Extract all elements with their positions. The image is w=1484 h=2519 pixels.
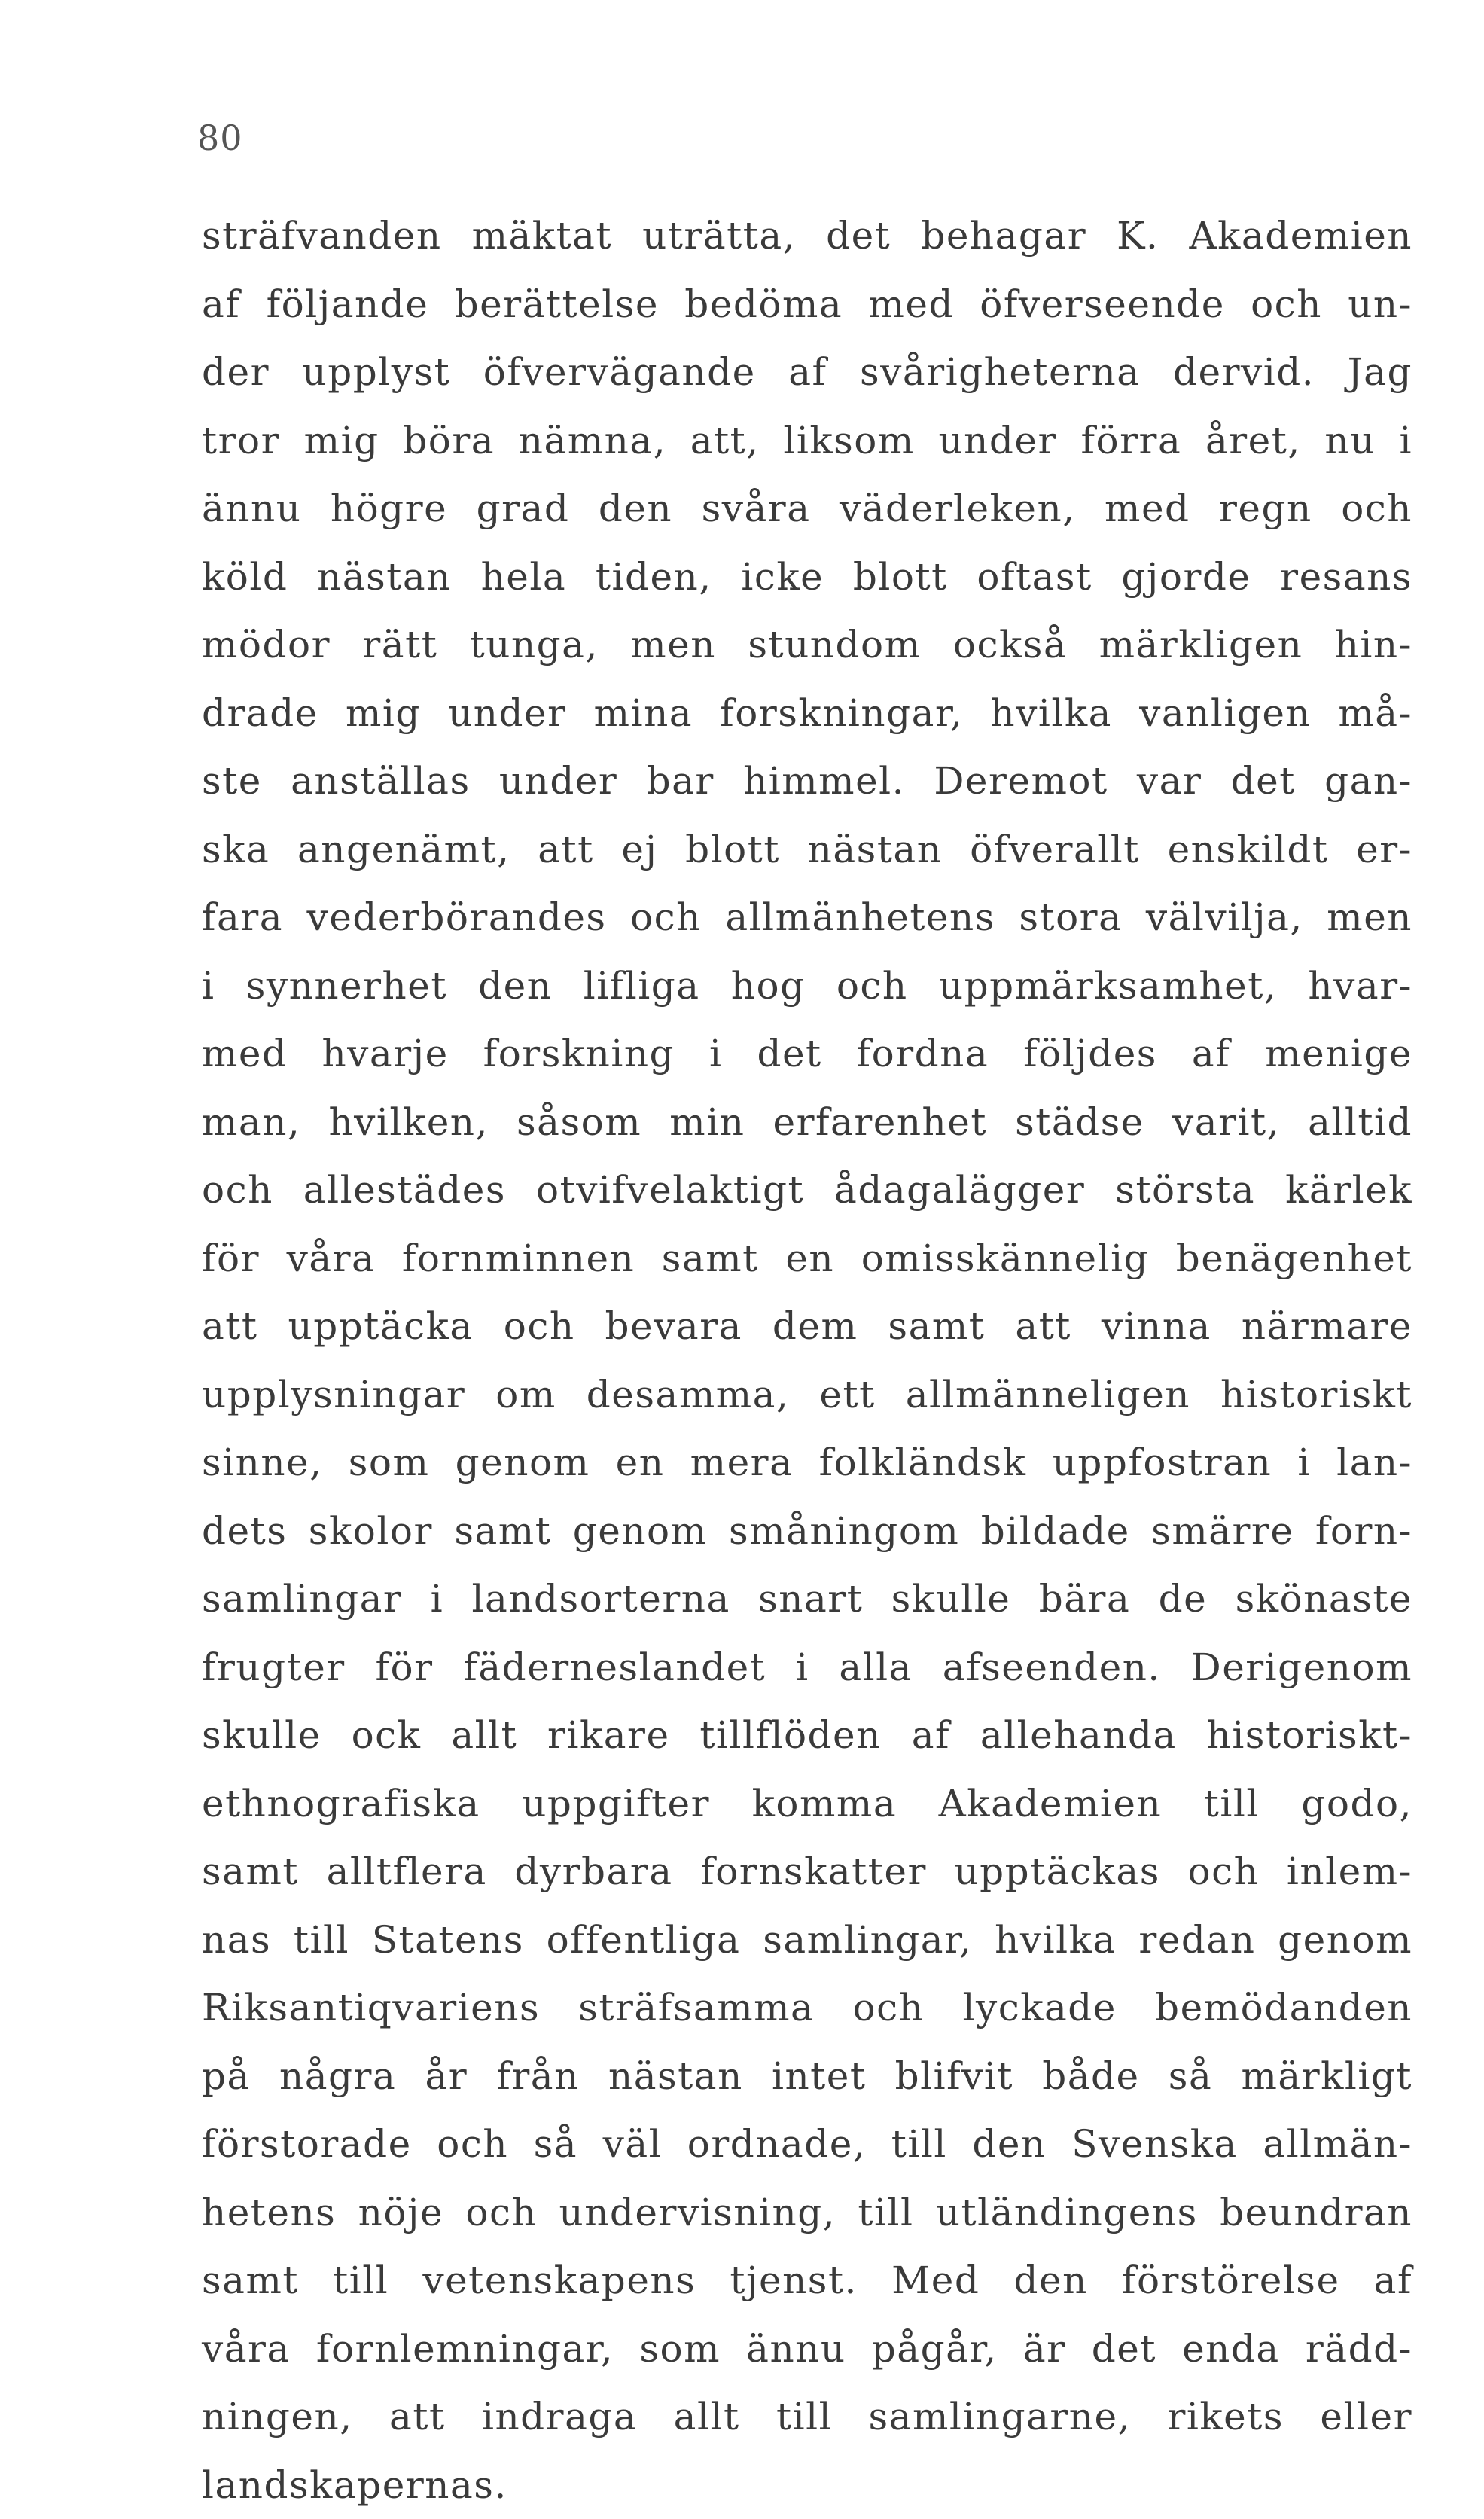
text-line: tror mig böra nämna, att, liksom under förra året, nu i (202, 407, 1412, 475)
text-line: der upplyst öfvervägande af svårigheterna dervid. Jag (202, 338, 1412, 407)
text-line: ännu högre grad den svåra väderleken, med regn och (202, 474, 1412, 543)
text-line: och allestädes otvifvelaktigt ådagalägger största kärlek (202, 1156, 1412, 1224)
text-line: samt alltflera dyrbara fornskatter upptäckas och inlem- (202, 1837, 1412, 1906)
text-line: dets skolor samt genom småningom bildade smärre forn- (202, 1497, 1412, 1566)
text-line: sträfvanden mäktat uträtta, det behagar K. Akademien (202, 202, 1412, 270)
text-line: ste anställas under bar himmel. Deremot var det gan- (202, 747, 1412, 816)
text-line: mödor rätt tunga, men stundom också märkligen hin- (202, 611, 1412, 679)
text-line: samlingar i landsorterna snart skulle bära de skönaste (202, 1565, 1412, 1633)
text-line: på några år från nästan intet blifvit både så märkligt (202, 2042, 1412, 2111)
text-line: man, hvilken, såsom min erfarenhet städse varit, alltid (202, 1088, 1412, 1157)
text-line: landskapernas. (202, 2451, 1412, 2519)
text-line: ethnografiska uppgifter komma Akademien till godo, (202, 1770, 1412, 1838)
text-line: upplysningar om desamma, ett allmänneligen historiskt (202, 1361, 1412, 1429)
text-line: samt till vetenskapens tjenst. Med den förstörelse af (202, 2246, 1412, 2315)
text-line: ningen, att indraga allt till samlingarne, rikets eller (202, 2383, 1412, 2451)
text-line: i synnerhet den lifliga hog och uppmärksamhet, hvar- (202, 952, 1412, 1020)
text-line: förstorade och så väl ordnade, till den Svenska allmän- (202, 2110, 1412, 2179)
text-line: drade mig under mina forskningar, hvilka vanligen må- (202, 679, 1412, 748)
text-line: ska angenämt, att ej blott nästan öfverallt enskildt er- (202, 816, 1412, 884)
text-line: för våra fornminnen samt en omisskännelig benägenhet (202, 1224, 1412, 1293)
text-line: af följande berättelse bedöma med öfverseende och un- (202, 270, 1412, 339)
text-line: Riksantiqvariens sträfsamma och lyckade bemödanden (202, 1974, 1412, 2042)
text-line: frugter för fäderneslandet i alla afseenden. Derigenom (202, 1633, 1412, 1702)
text-line: nas till Statens offentliga samlingar, hvilka redan genom (202, 1906, 1412, 1975)
text-line: skulle ock allt rikare tillflöden af allehanda historiskt- (202, 1701, 1412, 1770)
body-paragraph (202, 202, 1412, 2519)
text-line: hetens nöje och undervisning, till utländingens beundran (202, 2179, 1412, 2247)
text-line: köld nästan hela tiden, icke blott oftast gjorde resans (202, 543, 1412, 611)
text-line: fara vederbörandes och allmänhetens stora välvilja, men (202, 883, 1412, 952)
text-line: att upptäcka och bevara dem samt att vinna närmare (202, 1292, 1412, 1361)
page-number: 80 (197, 119, 243, 157)
text-line: med hvarje forskning i det fordna följdes af menige (202, 1020, 1412, 1088)
text-line: sinne, som genom en mera folkländsk uppfostran i lan- (202, 1429, 1412, 1497)
text-line: våra fornlemningar, som ännu pågår, är det enda rädd- (202, 2315, 1412, 2383)
